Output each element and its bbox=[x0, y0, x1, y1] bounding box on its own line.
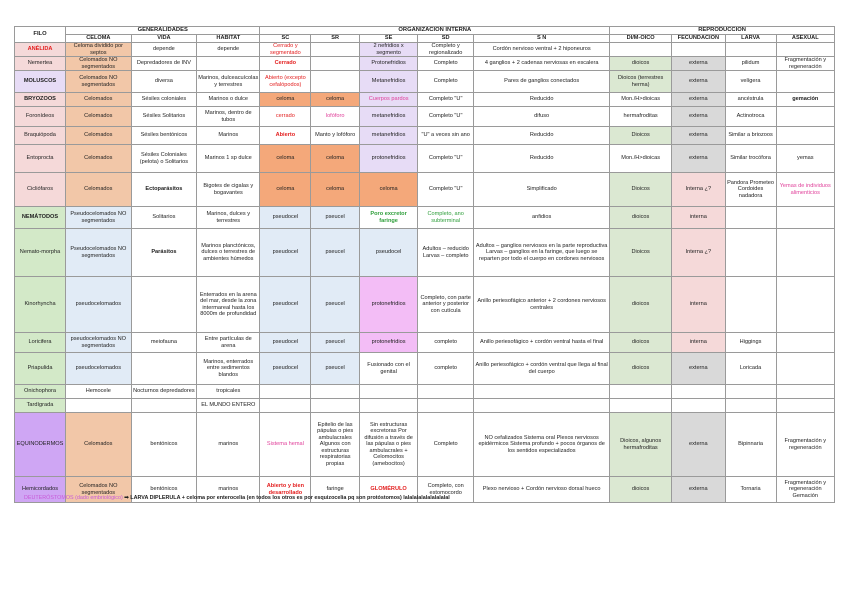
cell-sn: Reducido bbox=[474, 93, 610, 107]
cell-dim bbox=[610, 399, 672, 413]
cell-sd: "U" a veces sin ano bbox=[418, 127, 474, 145]
cell-vida: bentónicos bbox=[131, 477, 197, 503]
cell-habitat: Bigotes de cigalas y bogavantes bbox=[197, 173, 260, 207]
cell-sn: Cordón nervioso ventral + 2 hiponeuros bbox=[474, 43, 610, 57]
col-header: SC bbox=[260, 35, 311, 43]
cell-sd: Completo bbox=[418, 413, 474, 477]
cell-sd: Adultos – reducido Larvas – completo bbox=[418, 229, 474, 277]
cell-habitat: depende bbox=[197, 43, 260, 57]
footnote bbox=[24, 495, 450, 501]
cell-celoma: Celomados bbox=[66, 145, 132, 173]
cell-sc: pseudocel bbox=[260, 229, 311, 277]
cell-fec: externa bbox=[672, 93, 725, 107]
cell-sn: Anillo periesofágico + cordón ventral que llega al final del cuerpo bbox=[474, 353, 610, 385]
cell-asex bbox=[776, 399, 834, 413]
cell-larva: Tornaria bbox=[725, 477, 776, 503]
cell-fec: interna bbox=[672, 277, 725, 333]
cell-filo: NEMÁTODOS bbox=[15, 207, 66, 229]
table-row bbox=[15, 57, 835, 71]
cell-larva bbox=[725, 207, 776, 229]
cell-sr: pseucel bbox=[311, 207, 360, 229]
cell-sd: Completo bbox=[418, 71, 474, 93]
cell-sr bbox=[311, 399, 360, 413]
cell-dim: dioicos bbox=[610, 57, 672, 71]
cell-fec: externa bbox=[672, 353, 725, 385]
cell-sn bbox=[474, 385, 610, 399]
cell-dim: dioicos bbox=[610, 207, 672, 229]
cell-sd: Completo, con parte anterior y posterior con cutícula bbox=[418, 277, 474, 333]
cell-dim: dioicos bbox=[610, 353, 672, 385]
table-row bbox=[15, 333, 835, 353]
cell-sn: anfidios bbox=[474, 207, 610, 229]
cell-sn: Anillo periesofágico anterior + 2 cordones nerviosos centrales bbox=[474, 277, 610, 333]
cell-sc: Cerrado y segmentado bbox=[260, 43, 311, 57]
cell-sr: pseucel bbox=[311, 333, 360, 353]
cell-sr: faringe bbox=[311, 477, 360, 503]
cell-celoma bbox=[66, 399, 132, 413]
cell-sr: pseucel bbox=[311, 229, 360, 277]
cell-celoma: Celomados NO segmentados bbox=[66, 477, 132, 503]
cell-dim bbox=[610, 43, 672, 57]
cell-larva: pilidum bbox=[725, 57, 776, 71]
col-header: VIDA bbox=[131, 35, 197, 43]
cell-sr: celoma bbox=[311, 173, 360, 207]
cell-sc: Abierto y bien desarrollado bbox=[260, 477, 311, 503]
cell-asex bbox=[776, 277, 834, 333]
cell-se bbox=[359, 399, 417, 413]
table-row bbox=[15, 145, 835, 173]
cell-celoma: Pseudocelomados NO segmentados bbox=[66, 207, 132, 229]
cell-fec bbox=[672, 385, 725, 399]
cell-fec: externa bbox=[672, 127, 725, 145]
cell-vida bbox=[131, 353, 197, 385]
table-row bbox=[15, 277, 835, 333]
cell-sd: completo bbox=[418, 333, 474, 353]
col-header: S N bbox=[474, 35, 610, 43]
cell-sd: Completo, con estomocordo bbox=[418, 477, 474, 503]
cell-habitat: tropicales bbox=[197, 385, 260, 399]
cell-larva: Bipinnaria bbox=[725, 413, 776, 477]
cell-celoma: Celomados bbox=[66, 173, 132, 207]
cell-dim: dioicos bbox=[610, 277, 672, 333]
table-row bbox=[15, 399, 835, 413]
cell-dim: dioicos bbox=[610, 333, 672, 353]
cell-asex: yemas bbox=[776, 145, 834, 173]
cell-habitat: Marinos, dulceacuícolas y terrestres bbox=[197, 71, 260, 93]
cell-celoma: Hemocele bbox=[66, 385, 132, 399]
table-row bbox=[15, 71, 835, 93]
cell-sc: Sistema hemal bbox=[260, 413, 311, 477]
cell-sc: Abierto (excepto cefalópodos) bbox=[260, 71, 311, 93]
header-filo: FILO bbox=[15, 27, 66, 43]
cell-sc: Cerrado bbox=[260, 57, 311, 71]
cell-dim bbox=[610, 385, 672, 399]
cell-sc: Abierto bbox=[260, 127, 311, 145]
cell-larva: Pandora Prometeo Cordoides nadadora bbox=[725, 173, 776, 207]
cell-filo: Braquiópoda bbox=[15, 127, 66, 145]
cell-se: protonefridios bbox=[359, 333, 417, 353]
cell-sd: Completo bbox=[418, 57, 474, 71]
cell-asex bbox=[776, 43, 834, 57]
col-header: LARVA bbox=[725, 35, 776, 43]
cell-celoma: pseudocelomados NO segmentados bbox=[66, 333, 132, 353]
cell-larva: Loricada bbox=[725, 353, 776, 385]
col-header: DI/M-OICO bbox=[610, 35, 672, 43]
cell-dim: hermafroditas bbox=[610, 107, 672, 127]
cell-larva bbox=[725, 229, 776, 277]
summary-table-wrapper bbox=[14, 26, 835, 503]
cell-sc: celoma bbox=[260, 93, 311, 107]
cell-sc: cerrado bbox=[260, 107, 311, 127]
table-row bbox=[15, 229, 835, 277]
cell-sr: celoma bbox=[311, 145, 360, 173]
cell-sd: Completo, ano subterminal bbox=[418, 207, 474, 229]
table-row bbox=[15, 385, 835, 399]
cell-habitat bbox=[197, 57, 260, 71]
cell-vida: meiofauna bbox=[131, 333, 197, 353]
cell-filo: Onichophora bbox=[15, 385, 66, 399]
cell-se: metanefridios bbox=[359, 107, 417, 127]
cell-filo: BRYOZOOS bbox=[15, 93, 66, 107]
cell-sd: Completo "U" bbox=[418, 145, 474, 173]
table-row bbox=[15, 93, 835, 107]
cell-larva: Actinotroca bbox=[725, 107, 776, 127]
cell-asex: Yemas de individuos alimenticios bbox=[776, 173, 834, 207]
cell-sc: celoma bbox=[260, 145, 311, 173]
cell-asex bbox=[776, 385, 834, 399]
cell-sr: lofóforo bbox=[311, 107, 360, 127]
cell-filo: ANÉLIDA bbox=[15, 43, 66, 57]
cell-vida: Solitarios bbox=[131, 207, 197, 229]
cell-se: Poro excretor faringe bbox=[359, 207, 417, 229]
cell-vida bbox=[131, 399, 197, 413]
cell-sc: pseudocel bbox=[260, 333, 311, 353]
summary-table bbox=[14, 26, 835, 503]
cell-sr: celoma bbox=[311, 93, 360, 107]
cell-dim: Dioicos, algunos hermafroditas bbox=[610, 413, 672, 477]
cell-sc bbox=[260, 399, 311, 413]
cell-se: protonefridios bbox=[359, 145, 417, 173]
cell-asex: Fragmentación y regeneración bbox=[776, 57, 834, 71]
cell-sn: difuso bbox=[474, 107, 610, 127]
cell-celoma: pseudocelomados bbox=[66, 353, 132, 385]
cell-se: GLOMÉRULO bbox=[359, 477, 417, 503]
cell-se bbox=[359, 385, 417, 399]
header-generalidades: GENERALIDADES bbox=[66, 27, 260, 35]
cell-celoma: Celomados bbox=[66, 93, 132, 107]
cell-filo: Foronídeos bbox=[15, 107, 66, 127]
cell-sr bbox=[311, 57, 360, 71]
cell-filo: Priapulida bbox=[15, 353, 66, 385]
cell-asex: gemación bbox=[776, 93, 834, 107]
cell-sc: pseudocel bbox=[260, 207, 311, 229]
cell-celoma: Celomados NO segmentados bbox=[66, 71, 132, 93]
cell-habitat: Entre partículas de arena bbox=[197, 333, 260, 353]
cell-sr: pseucel bbox=[311, 277, 360, 333]
cell-habitat: Marinos, dulces y terrestres bbox=[197, 207, 260, 229]
cell-sr bbox=[311, 385, 360, 399]
table-row bbox=[15, 207, 835, 229]
cell-asex bbox=[776, 107, 834, 127]
header-organizacion: ORGANIZACIÓN INTERNA bbox=[260, 27, 610, 35]
cell-vida: Sésiles Coloniales (pelota) o Solitarios bbox=[131, 145, 197, 173]
cell-fec: externa bbox=[672, 71, 725, 93]
cell-fec: externa bbox=[672, 107, 725, 127]
col-header: HABITAT bbox=[197, 35, 260, 43]
cell-celoma: Celomados bbox=[66, 413, 132, 477]
cell-dim: Mon./H>dioicas bbox=[610, 93, 672, 107]
table-row bbox=[15, 413, 835, 477]
col-header: ASEXUAL bbox=[776, 35, 834, 43]
cell-celoma: Pseudocelomados NO segmentados bbox=[66, 229, 132, 277]
cell-larva: ancéstrula bbox=[725, 93, 776, 107]
cell-fec: externa bbox=[672, 145, 725, 173]
cell-asex: Fragmentación y regeneración bbox=[776, 413, 834, 477]
cell-se: pseudocel bbox=[359, 229, 417, 277]
cell-filo: Cicliófaros bbox=[15, 173, 66, 207]
col-header: SE bbox=[359, 35, 417, 43]
table-row bbox=[15, 127, 835, 145]
cell-filo: Loricifera bbox=[15, 333, 66, 353]
cell-asex: Fragmentación y regeneración Gemación bbox=[776, 477, 834, 503]
cell-celoma: Celomados NO segmentados bbox=[66, 57, 132, 71]
cell-larva bbox=[725, 399, 776, 413]
header-reproduccion: REPRODUCCIÓN bbox=[610, 27, 835, 35]
cell-sn: Simplificado bbox=[474, 173, 610, 207]
cell-filo: Tardígrada bbox=[15, 399, 66, 413]
cell-sn: Pares de ganglios conectados bbox=[474, 71, 610, 93]
cell-dim: Dioicos bbox=[610, 127, 672, 145]
cell-habitat: marinos bbox=[197, 477, 260, 503]
cell-dim: Mon./H>dioicas bbox=[610, 145, 672, 173]
cell-vida: diversa bbox=[131, 71, 197, 93]
cell-vida: Sésiles coloniales bbox=[131, 93, 197, 107]
cell-celoma: pseudocelomados bbox=[66, 277, 132, 333]
cell-habitat: Marinos planctónicos, dulces o terrestres de ambientes húmedos bbox=[197, 229, 260, 277]
cell-dim: dioicos bbox=[610, 477, 672, 503]
cell-vida bbox=[131, 277, 197, 333]
cell-sc: pseudocel bbox=[260, 277, 311, 333]
col-header: FECUNDACIÓN bbox=[672, 35, 725, 43]
cell-fec: interna bbox=[672, 333, 725, 353]
cell-sn bbox=[474, 399, 610, 413]
cell-dim: Dioicos bbox=[610, 229, 672, 277]
cell-filo: Nemato-morpha bbox=[15, 229, 66, 277]
cell-habitat: Marinos, dentro de tubos bbox=[197, 107, 260, 127]
cell-asex bbox=[776, 207, 834, 229]
cell-vida: Ectoparásitos bbox=[131, 173, 197, 207]
cell-vida: Nocturnos depredadores bbox=[131, 385, 197, 399]
cell-fec bbox=[672, 399, 725, 413]
cell-dim: Dioicos (terrestres herma) bbox=[610, 71, 672, 93]
cell-larva bbox=[725, 277, 776, 333]
cell-fec: externa bbox=[672, 413, 725, 477]
cell-sd: completo bbox=[418, 353, 474, 385]
cell-vida: depende bbox=[131, 43, 197, 57]
cell-habitat: Marinos 1 sp dulce bbox=[197, 145, 260, 173]
cell-sd: Completo "U" bbox=[418, 93, 474, 107]
cell-fec: Interna ¿? bbox=[672, 229, 725, 277]
table-row bbox=[15, 107, 835, 127]
cell-sd bbox=[418, 385, 474, 399]
cell-filo: Entoprocta bbox=[15, 145, 66, 173]
cell-larva: Similar a briozoos bbox=[725, 127, 776, 145]
cell-habitat: Enterrados en la arena del mar, desde la zona intermareal hasta los 8000m de profundidad bbox=[197, 277, 260, 333]
col-header: SR bbox=[311, 35, 360, 43]
cell-celoma: Celoma dividido por septos bbox=[66, 43, 132, 57]
cell-sd: Completo "U" bbox=[418, 173, 474, 207]
col-header: SD bbox=[418, 35, 474, 43]
cell-se: Sin estructuras excretoras Por difusión a través de las pápulas o pies ambulacrales + Celomocitos (amebocitos) bbox=[359, 413, 417, 477]
cell-habitat: Marinos, enterrados entre sedimentos blandos bbox=[197, 353, 260, 385]
cell-sd: Completo y regionalizado bbox=[418, 43, 474, 57]
cell-habitat: marinos bbox=[197, 413, 260, 477]
header-row-columns bbox=[15, 35, 835, 43]
cell-asex bbox=[776, 333, 834, 353]
cell-celoma: Celomados bbox=[66, 127, 132, 145]
cell-filo: Nemertea bbox=[15, 57, 66, 71]
cell-sc: celoma bbox=[260, 173, 311, 207]
cell-habitat: Marinos bbox=[197, 127, 260, 145]
cell-habitat: Marinos o dulce bbox=[197, 93, 260, 107]
cell-sr bbox=[311, 43, 360, 57]
cell-asex bbox=[776, 127, 834, 145]
cell-sd bbox=[418, 399, 474, 413]
cell-sc bbox=[260, 385, 311, 399]
cell-habitat: EL MUNDO ENTERO bbox=[197, 399, 260, 413]
footnote-text: ➡ LARVA DIPLERULA + celoma por enterocelia (en todos los otros es por esquizocelia pq son protóstomos) lalalalalalalalalalal bbox=[122, 495, 450, 501]
cell-filo: Kinorhyncha bbox=[15, 277, 66, 333]
cell-larva: Similar trocófora bbox=[725, 145, 776, 173]
col-header: CELOMA bbox=[66, 35, 132, 43]
cell-asex bbox=[776, 71, 834, 93]
cell-se: protonefridios bbox=[359, 277, 417, 333]
cell-sr: Epitelio de las pápulas o pies ambulacrales Algunos con estructuras respiratorias propias bbox=[311, 413, 360, 477]
cell-celoma: Celomados bbox=[66, 107, 132, 127]
cell-se: Metanefridios bbox=[359, 71, 417, 93]
cell-sn: Plexo nervioso + Cordón nervioso dorsal hueco bbox=[474, 477, 610, 503]
cell-filo: EQUINODERMOS bbox=[15, 413, 66, 477]
footnote-deuterostomes: DEUTERÓSTOMOS (dado embriológico) bbox=[24, 495, 123, 501]
cell-asex bbox=[776, 353, 834, 385]
cell-vida: Sésiles Solitarios bbox=[131, 107, 197, 127]
header-row-groups bbox=[15, 27, 835, 35]
table-row bbox=[15, 353, 835, 385]
cell-vida: bentónicos bbox=[131, 413, 197, 477]
cell-fec: Interna ¿? bbox=[672, 173, 725, 207]
cell-larva: Higgings bbox=[725, 333, 776, 353]
cell-se: celoma bbox=[359, 173, 417, 207]
cell-dim: Dioicos bbox=[610, 173, 672, 207]
cell-larva bbox=[725, 385, 776, 399]
cell-sn: Anillo periesofágico + cordón ventral hasta el final bbox=[474, 333, 610, 353]
cell-fec: externa bbox=[672, 477, 725, 503]
cell-filo: Hemicordados bbox=[15, 477, 66, 503]
table-row bbox=[15, 43, 835, 57]
cell-se: 2 nefridios x segmento bbox=[359, 43, 417, 57]
cell-sn: Reducido bbox=[474, 127, 610, 145]
cell-sn: Reducido bbox=[474, 145, 610, 173]
cell-vida: Parásitos bbox=[131, 229, 197, 277]
cell-larva: velígera bbox=[725, 71, 776, 93]
cell-fec: interna bbox=[672, 207, 725, 229]
cell-larva bbox=[725, 43, 776, 57]
cell-sn: Adultos – ganglios nerviosos en la parte reproductiva Larvas – ganglios en la faringe, que luego se reparten por todo el cuerpo en cordones nerviosos bbox=[474, 229, 610, 277]
cell-sr bbox=[311, 71, 360, 93]
cell-sr: Manto y lofóforo bbox=[311, 127, 360, 145]
cell-sr: pseucel bbox=[311, 353, 360, 385]
cell-fec bbox=[672, 43, 725, 57]
cell-fec: externa bbox=[672, 57, 725, 71]
cell-sn: 4 ganglios + 2 cadenas nerviosas en escalera bbox=[474, 57, 610, 71]
table-row bbox=[15, 173, 835, 207]
cell-asex bbox=[776, 229, 834, 277]
cell-se: Protonefridios bbox=[359, 57, 417, 71]
cell-filo: MOLUSCOS bbox=[15, 71, 66, 93]
cell-sn: NO cefalizados Sistema oral Plexos nerviosos epidérmicos Sistema profundo + pocos órganos de los sentidos especializados bbox=[474, 413, 610, 477]
cell-se: Cuerpos pardos bbox=[359, 93, 417, 107]
cell-se: metanefridios bbox=[359, 127, 417, 145]
cell-sd: Completo "U" bbox=[418, 107, 474, 127]
cell-se: Fusionado con el genital bbox=[359, 353, 417, 385]
cell-sc: pseudocel bbox=[260, 353, 311, 385]
cell-vida: Depredadores de INV bbox=[131, 57, 197, 71]
cell-vida: Sésiles bentónicos bbox=[131, 127, 197, 145]
